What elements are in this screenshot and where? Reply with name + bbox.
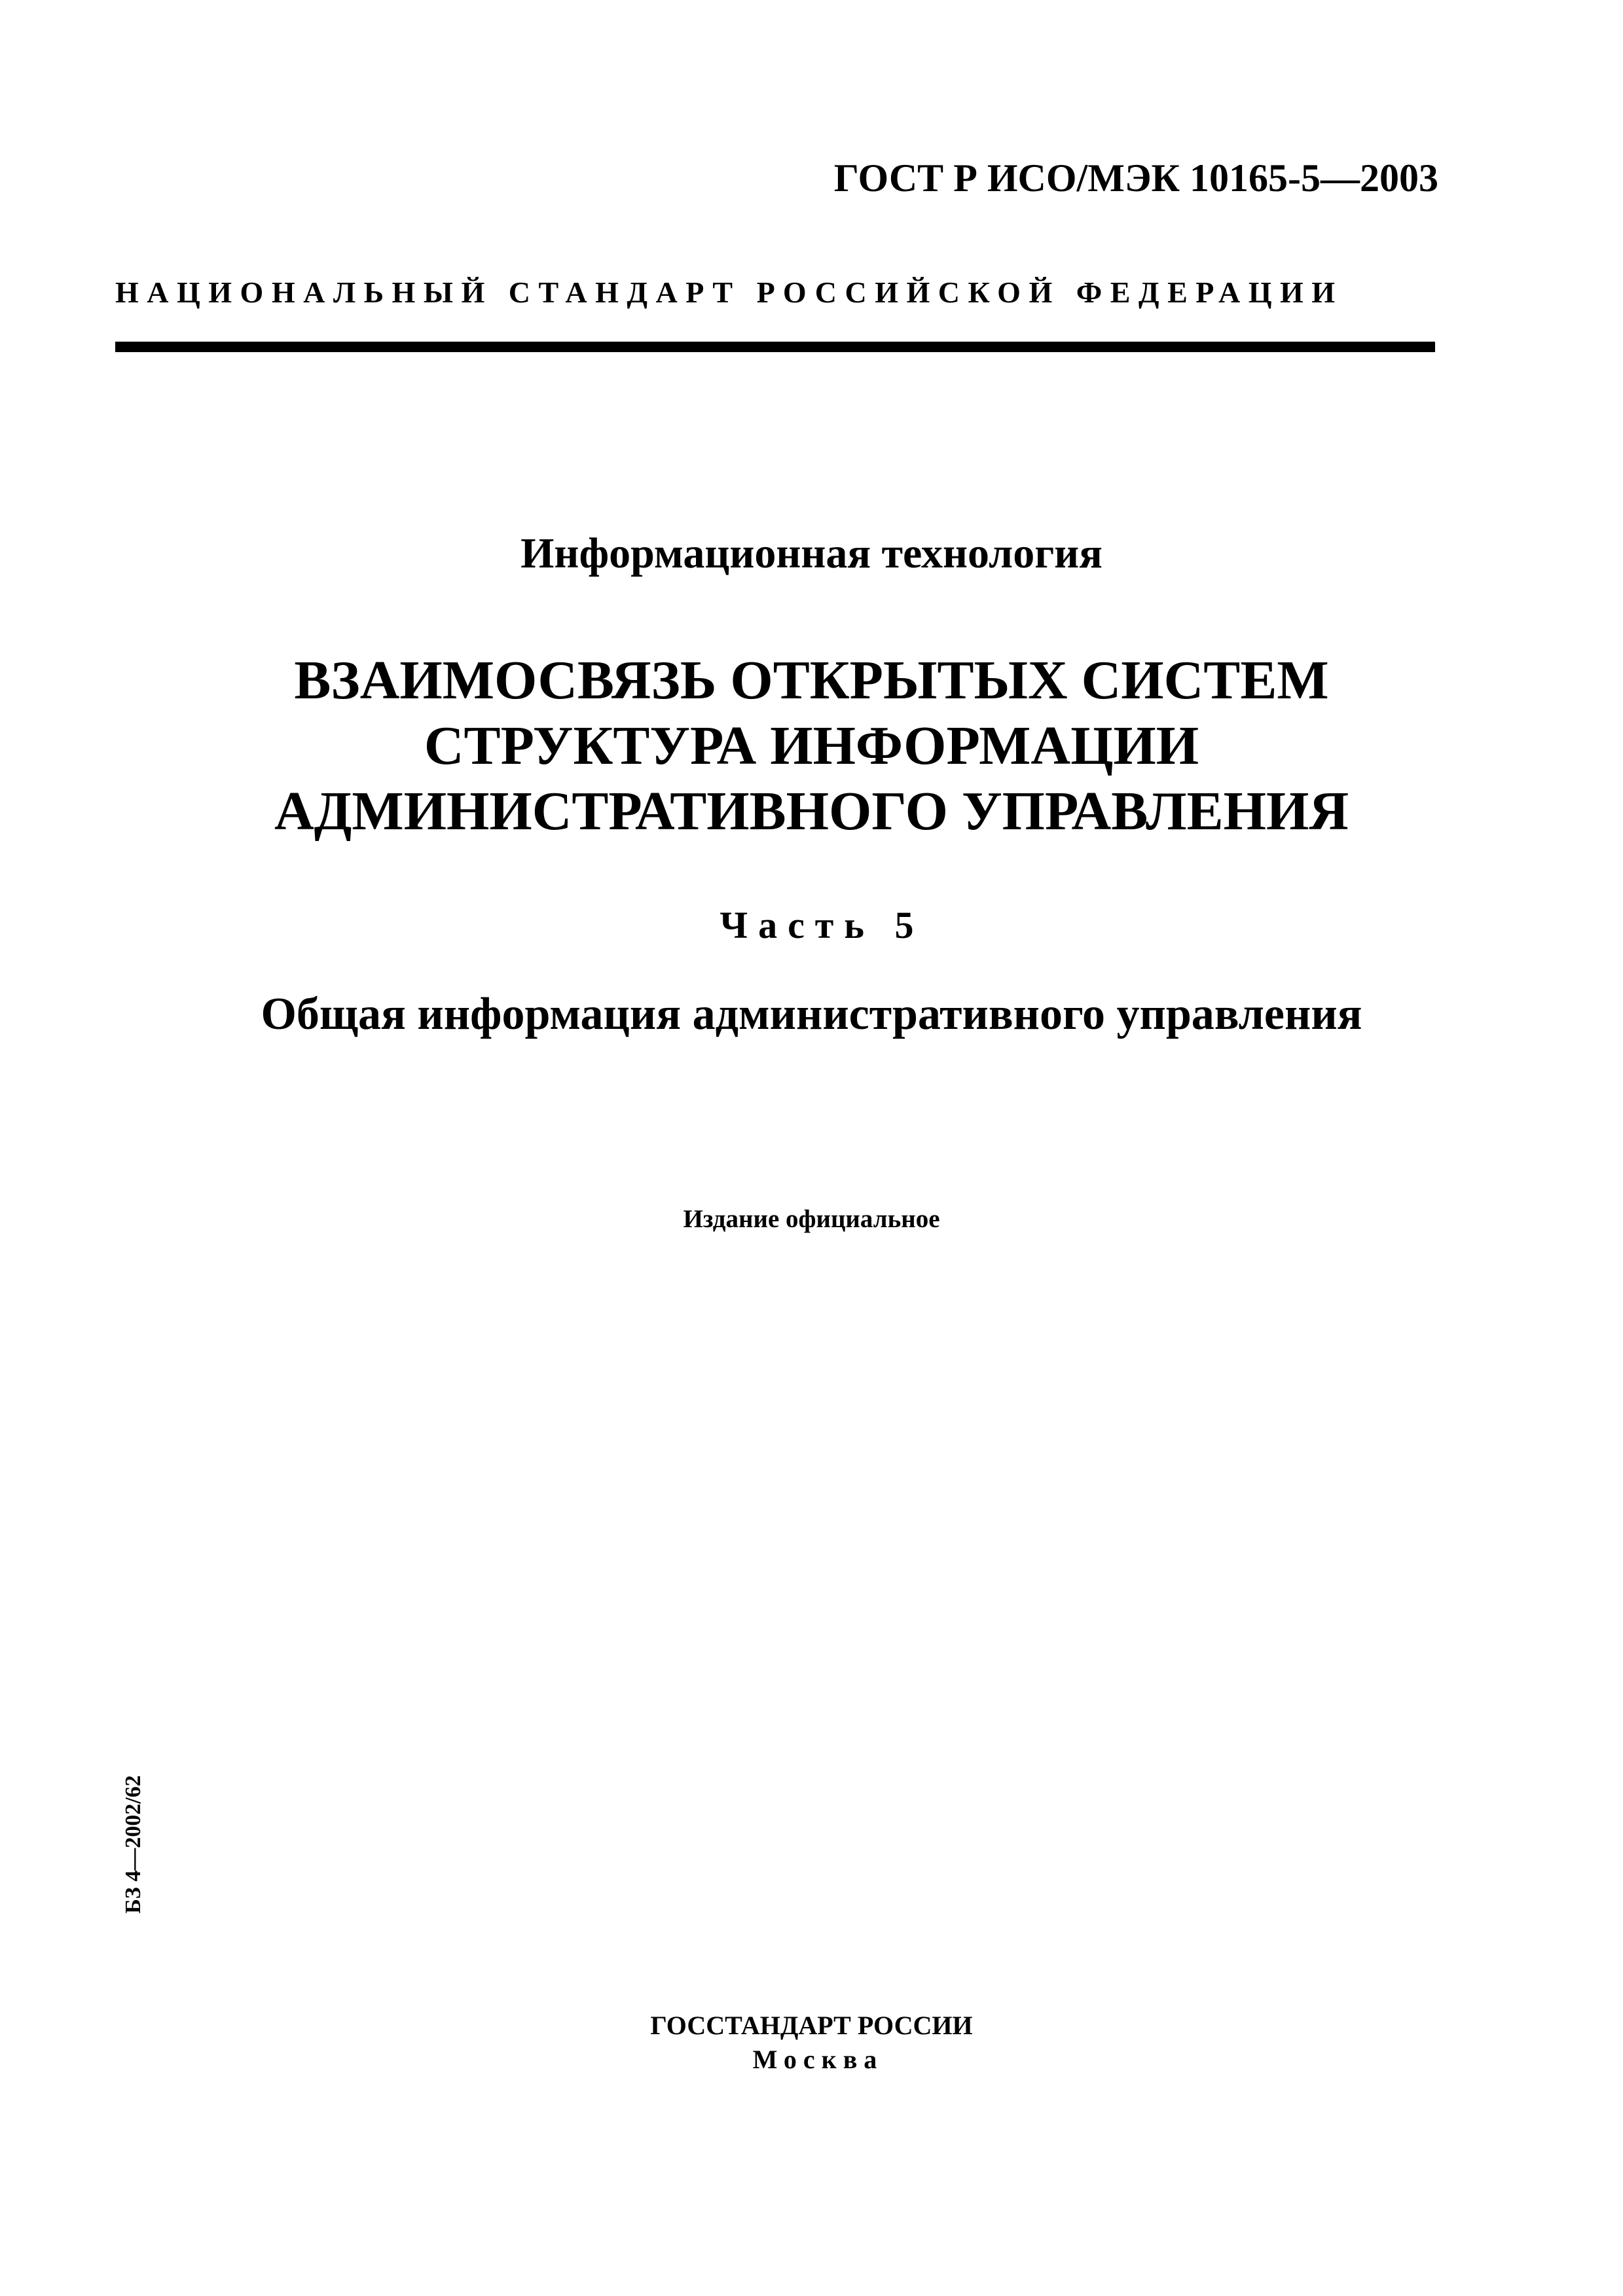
standard-class-heading: НАЦИОНАЛЬНЫЙ СТАНДАРТ РОССИЙСКОЙ ФЕДЕРАЦИИ [115, 276, 1343, 309]
subject-heading: Информационная технология [520, 529, 1103, 577]
main-title-line-2: СТРУКТУРА ИНФОРМАЦИИ [424, 715, 1199, 776]
edition-note: Издание официальное [683, 1205, 940, 1233]
header-rule [115, 342, 1435, 352]
city: Москва [752, 2045, 884, 2074]
part-label: Часть 5 [720, 904, 924, 946]
side-code: БЗ 4—2002/62 [121, 1775, 145, 1914]
main-title [0, 648, 1623, 844]
main-title-line-3: АДМИНИСТРАТИВНОГО УПРАВЛЕНИЯ [274, 781, 1349, 842]
part-title: Общая информация административного управления [261, 989, 1362, 1039]
main-title-line-1: ВЗАИМОСВЯЗЬ ОТКРЫТЫХ СИСТЕМ [294, 650, 1329, 711]
standard-number: ГОСТ Р ИСО/МЭК 10165-5—2003 [833, 156, 1438, 200]
publisher: ГОССТАНДАРТ РОССИИ [650, 2011, 973, 2040]
